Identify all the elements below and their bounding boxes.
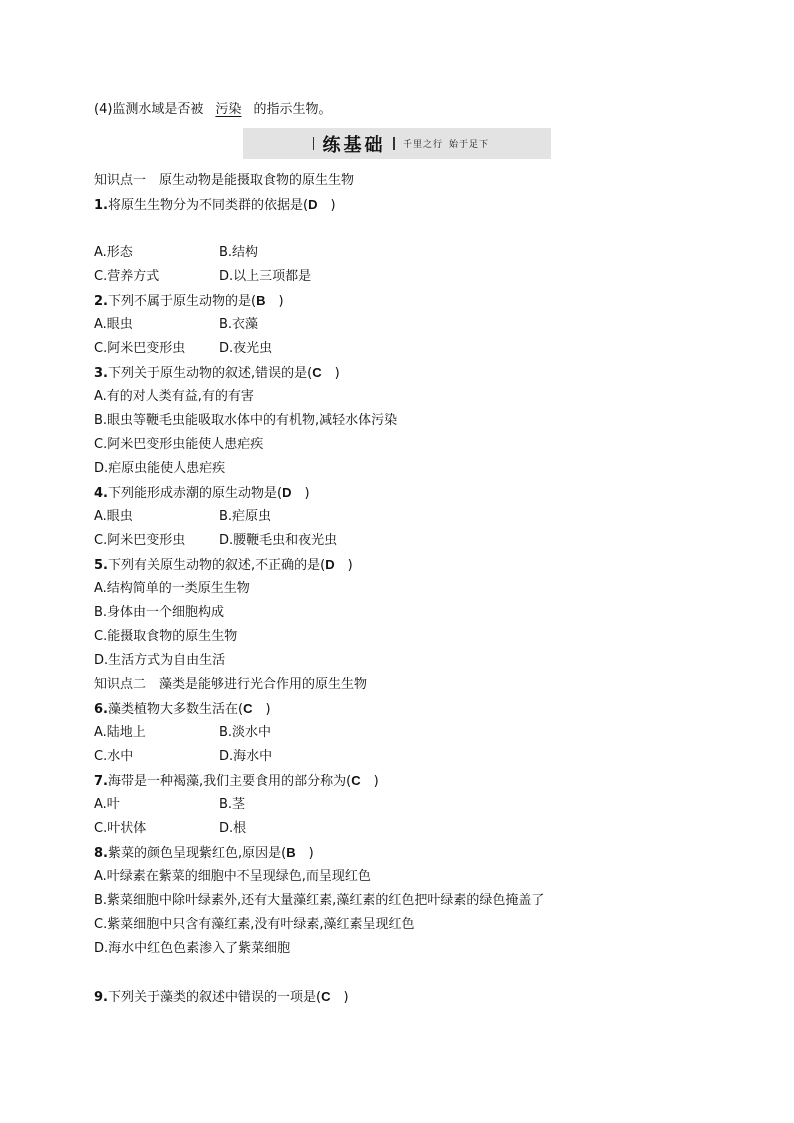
question-2-option-c: C.阿米巴变形虫 (94, 341, 186, 356)
banner-title: 练基础 (322, 134, 386, 156)
intro-blank-answer: 污染 (215, 102, 242, 117)
question-1-option-a: A.形态 (94, 245, 133, 260)
question-8-option-a: A.叶绿素在紫菜的细胞中不呈现绿色,而呈现红色 (94, 869, 371, 884)
question-8-number: 8. (94, 846, 108, 861)
question-7-close: ) (360, 774, 379, 789)
question-5-answer: D (325, 557, 335, 572)
question-4-option-a: A.眼虫 (94, 509, 133, 524)
question-1-option-c: C.营养方式 (94, 269, 160, 284)
question-3-option-b: B.眼虫等鞭毛虫能吸取水体中的有机物,减轻水体污染 (94, 413, 398, 428)
question-5-option-c: C.能摄取食物的原生生物 (94, 629, 238, 644)
question-6-option-c: C.水中 (94, 749, 134, 764)
question-7-text: 海带是一种褐藻,我们主要食用的部分称为( (107, 774, 352, 789)
question-3-number: 3. (94, 366, 108, 381)
question-3-option-d: D.疟原虫能使人患疟疾 (94, 461, 226, 476)
question-6-number: 6. (94, 702, 108, 717)
intro-suffix: 的指示生物。 (253, 102, 332, 117)
question-2-answer: B (256, 293, 266, 308)
question-3-option-c: C.阿米巴变形虫能使人患疟疾 (94, 437, 264, 452)
question-2-text: 下列不属于原生动物的是( (107, 294, 257, 309)
question-4-option-d: D.腰鞭毛虫和夜光虫 (219, 533, 338, 548)
question-3-text: 下列关于原生动物的叙述,错误的是( (107, 366, 313, 381)
question-7-option-a: A.叶 (94, 797, 120, 812)
question-2-option-b: B.衣藻 (219, 317, 259, 332)
question-3-stem (94, 363, 340, 383)
question-5-close: ) (334, 558, 353, 573)
question-5-option-b: B.身体由一个细胞构成 (94, 605, 225, 620)
question-7-stem (94, 771, 379, 791)
question-5-number: 5. (94, 558, 108, 573)
question-4-stem (94, 483, 310, 503)
question-3-option-a: A.有的对人类有益,有的有害 (94, 389, 254, 404)
question-6-stem (94, 699, 271, 719)
question-9-answer: C (321, 989, 331, 1004)
question-6-option-a: A.陆地上 (94, 725, 146, 740)
banner-left-bar (313, 137, 315, 150)
question-5-option-d: D.生活方式为自由生活 (94, 653, 226, 668)
question-9-close: ) (330, 990, 349, 1005)
question-2-number: 2. (94, 294, 108, 309)
question-2-option-a: A.眼虫 (94, 317, 133, 332)
question-8-text: 紫菜的颜色呈现紫红色,原因是( (107, 846, 287, 861)
question-8-close: ) (295, 846, 314, 861)
question-2-option-d: D.夜光虫 (219, 341, 273, 356)
question-7-answer: C (351, 773, 361, 788)
question-9-number: 9. (94, 990, 108, 1005)
banner-subtitle-1: 千里之行 (402, 140, 443, 150)
section-banner (243, 128, 551, 159)
question-6-close: ) (252, 702, 271, 717)
question-6-option-b: B.淡水中 (219, 725, 272, 740)
question-2-close: ) (265, 294, 284, 309)
question-7-option-d: D.根 (219, 821, 247, 836)
question-4-close: ) (291, 486, 310, 501)
question-4-text: 下列能形成赤潮的原生动物是( (107, 486, 283, 501)
intro-line (94, 100, 331, 120)
question-8-option-b: B.紫菜细胞中除叶绿素外,还有大量藻红素,藻红素的红色把叶绿素的绿色掩盖了 (94, 893, 545, 908)
question-8-option-d: D.海水中红色色素渗入了紫菜细胞 (94, 941, 291, 956)
question-1-text: 将原生生物分为不同类群的依据是( (107, 198, 309, 213)
banner-subtitle (403, 137, 489, 150)
question-1-option-d: D.以上三项都是 (219, 269, 312, 284)
question-4-answer: D (282, 485, 292, 500)
question-5-text: 下列有关原生动物的叙述,不正确的是( (107, 558, 326, 573)
question-1-answer: D (308, 197, 318, 212)
section-heading-2: 知识点二 藻类是能够进行光合作用的原生生物 (94, 677, 368, 692)
question-2-stem (94, 291, 284, 311)
question-8-stem (94, 843, 314, 863)
banner-mid-bar (393, 137, 395, 150)
question-4-option-b: B.疟原虫 (219, 509, 272, 524)
intro-prefix: (4)监测水域是否被 (94, 102, 204, 117)
question-1-close: ) (317, 198, 336, 213)
question-4-number: 4. (94, 486, 108, 501)
question-7-number: 7. (94, 774, 108, 789)
question-1-option-b: B.结构 (219, 245, 259, 260)
question-3-answer: C (312, 365, 322, 380)
question-7-option-c: C.叶状体 (94, 821, 147, 836)
question-6-option-d: D.海水中 (219, 749, 273, 764)
question-6-answer: C (243, 701, 253, 716)
question-1-number: 1. (94, 198, 108, 213)
banner-subtitle-2: 始于足下 (449, 140, 490, 150)
question-5-stem (94, 555, 353, 575)
question-3-close: ) (321, 366, 340, 381)
question-8-option-c: C.紫菜细胞中只含有藻红素,没有叶绿素,藻红素呈现红色 (94, 917, 415, 932)
question-4-option-c: C.阿米巴变形虫 (94, 533, 186, 548)
question-1-stem (94, 195, 336, 215)
question-9-stem (94, 987, 349, 1007)
question-5-option-a: A.结构简单的一类原生生物 (94, 581, 250, 596)
question-8-answer: B (286, 845, 296, 860)
section-heading-1: 知识点一 原生动物是能摄取食物的原生生物 (94, 173, 355, 188)
question-9-text: 下列关于藻类的叙述中错误的一项是( (107, 990, 322, 1005)
question-7-option-b: B.茎 (219, 797, 246, 812)
question-6-text: 藻类植物大多数生活在( (107, 702, 244, 717)
